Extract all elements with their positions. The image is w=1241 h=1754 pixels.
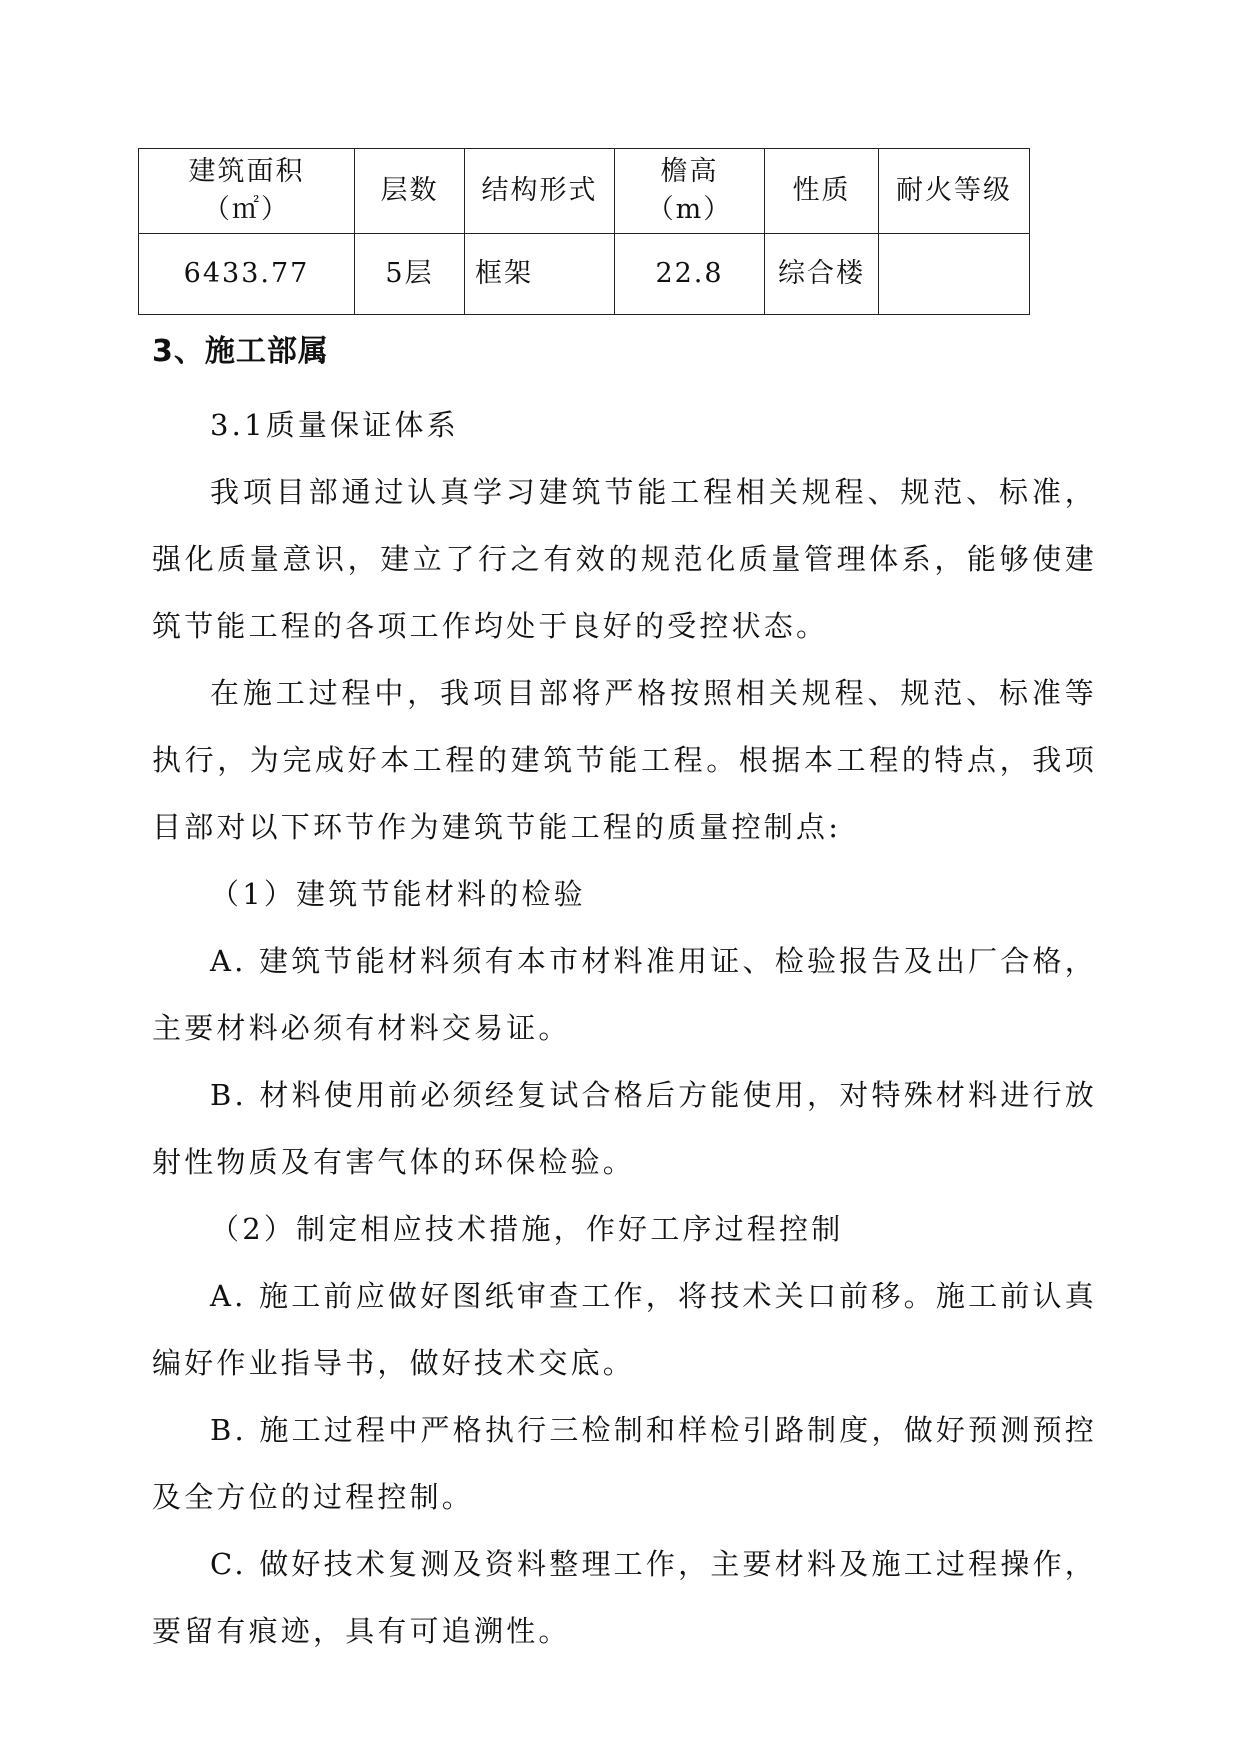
header-building-area-label: 建筑面积 xyxy=(188,156,305,187)
item-heading-1: （1）建筑节能材料的检验 xyxy=(210,877,586,911)
cell-structure: 框架 xyxy=(465,234,615,315)
cell-eave-height: 22.8 xyxy=(615,234,765,315)
paragraph-quality-system: 我项目部通过认真学习建筑节能工程相关规程、规范、标准，强化质量意识，建立了行之有效的规范化质量管理体系，能够使建筑节能工程的各项工作均处于良好的受控状态。 xyxy=(152,475,1097,643)
item-2c: C. 做好技术复测及资料整理工作，主要材料及施工过程操作，要留有痕迹，具有可追溯性。 xyxy=(152,1547,1097,1648)
table-row xyxy=(139,234,1030,315)
header-nature: 性质 xyxy=(765,149,879,234)
header-eave-height-unit: （m） xyxy=(646,194,733,225)
document-body xyxy=(152,392,1097,1665)
section-title: 3、施工部属 xyxy=(152,334,329,369)
item-2a: A. 施工前应做好图纸审查工作，将技术关口前移。施工前认真编好作业指导书，做好技术交底。 xyxy=(152,1279,1097,1380)
table-header-row xyxy=(139,149,1030,234)
header-fire-rating: 耐火等级 xyxy=(879,149,1030,234)
cell-fire-rating xyxy=(879,234,1030,315)
header-eave-height-label: 檐高 xyxy=(660,156,719,187)
cell-building-area: 6433.77 xyxy=(139,234,355,315)
cell-nature: 综合楼 xyxy=(765,234,879,315)
header-building-area-unit: （㎡） xyxy=(203,194,290,225)
header-building-area xyxy=(139,149,355,234)
paragraph-control-points: 在施工过程中，我项目部将严格按照相关规程、规范、标准等执行，为完成好本工程的建筑节能工程。根据本工程的特点，我项目部对以下环节作为建筑节能工程的质量控制点: xyxy=(152,676,1097,844)
header-floors: 层数 xyxy=(355,149,465,234)
item-heading-2: （2）制定相应技术措施，作好工序过程控制 xyxy=(210,1212,844,1246)
item-2b: B. 施工过程中严格执行三检制和样检引路制度，做好预测预控及全方位的过程控制。 xyxy=(152,1413,1097,1514)
header-eave-height xyxy=(615,149,765,234)
item-1b: B. 材料使用前必须经复试合格后方能使用，对特殊材料进行放射性物质及有害气体的环保检验。 xyxy=(152,1078,1097,1179)
subsection-title: 3.1质量保证体系 xyxy=(210,408,459,442)
cell-floors: 5层 xyxy=(355,234,465,315)
building-info-table xyxy=(138,148,1030,315)
item-1a: A. 建筑节能材料须有本市材料准用证、检验报告及出厂合格，主要材料必须有材料交易证。 xyxy=(152,944,1097,1045)
header-structure: 结构形式 xyxy=(465,149,615,234)
